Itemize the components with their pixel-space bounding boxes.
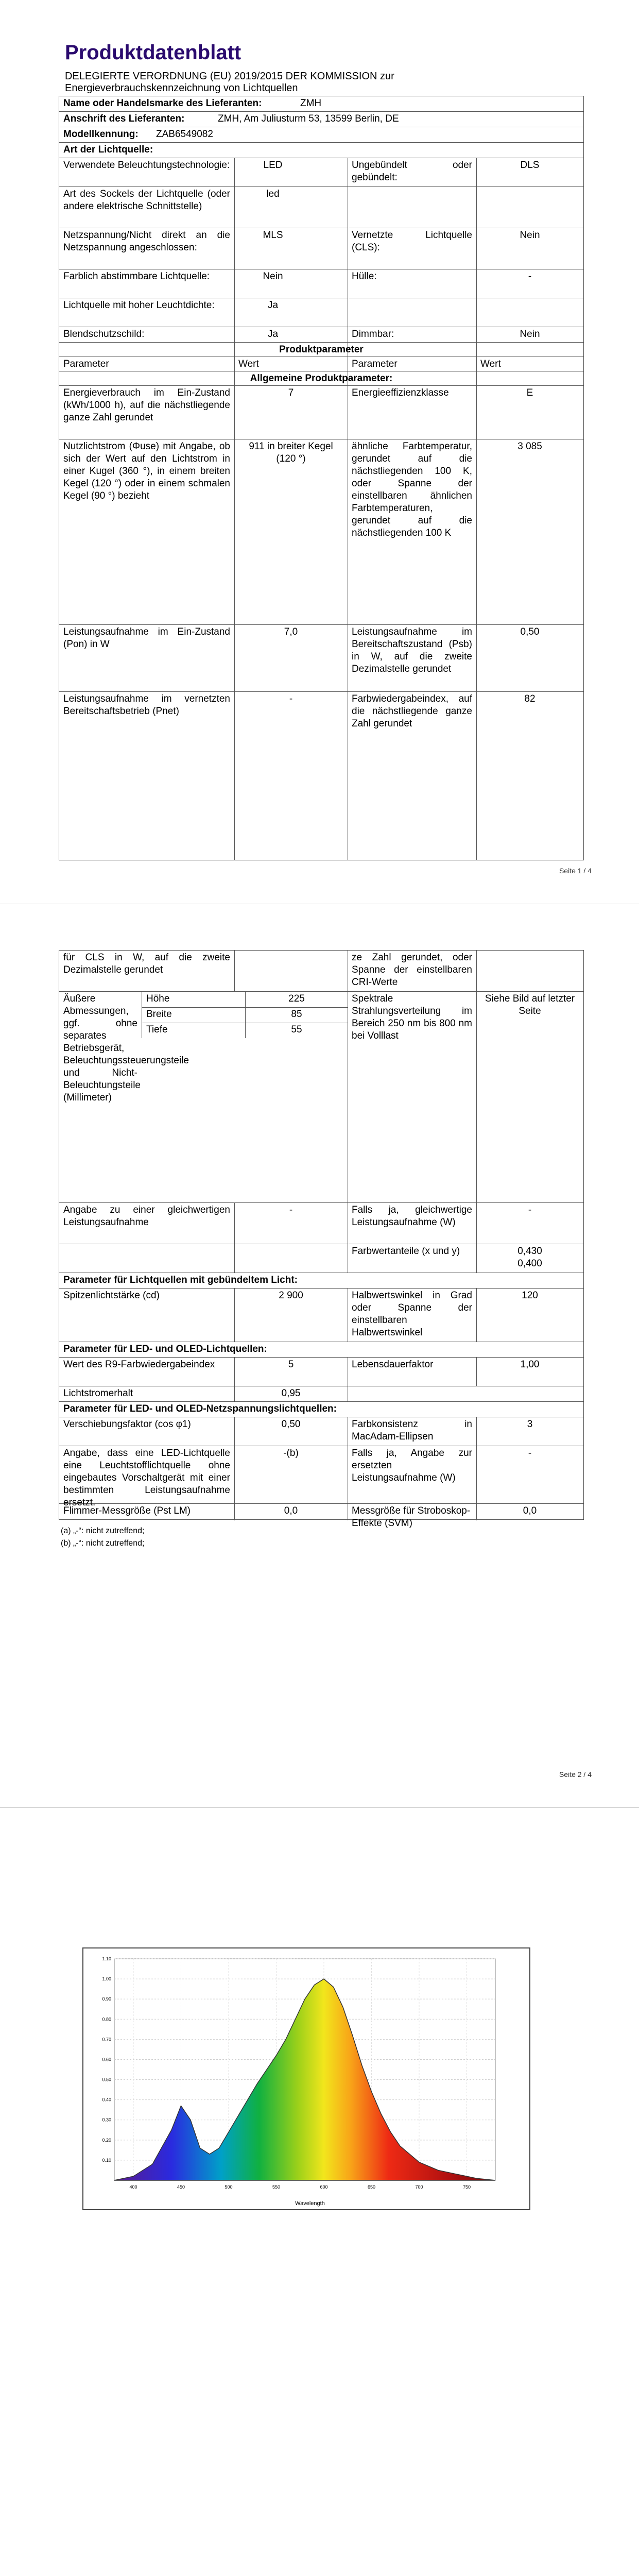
x-tick-label: 700 (415, 2184, 423, 2190)
supplier-name-row (59, 96, 583, 112)
cell-value: MLS (263, 230, 283, 241)
dim-value: 55 (291, 1024, 302, 1035)
cell-value: Ja (267, 329, 279, 340)
cell-label: Angabe zu einer gleichwertigen Leistungsaufnahme (63, 1205, 230, 1228)
x-tick-label: 400 (129, 2184, 137, 2190)
table-row (59, 625, 583, 692)
table-row (59, 1504, 583, 1529)
cell-value: 0,50 (520, 626, 540, 637)
cell-label: Angabe, dass eine LED-Lichtquelle eine Leuchtstofflichtquelle ohne eingebautes Vorschaltgerät mit einer bestimmten Leistungsaufnahme ersetzt. (63, 1448, 230, 1508)
cell-value: - (289, 693, 293, 704)
col-value-2: Wert (480, 359, 501, 369)
cell-label: Farbkonsistenz in MacAdam-Ellipsen (352, 1419, 472, 1442)
led-mains-heading: Parameter für LED- und OLED-Netzspannungslichtquellen: (63, 1403, 337, 1414)
y-tick-label: 1.00 (102, 1976, 111, 1982)
supplier-address-label: Anschrift des Lieferanten: (63, 113, 185, 124)
column-header-row (59, 357, 583, 371)
footnote-a: (a) „-“: nicht zutreffend; (61, 1527, 145, 1535)
spectral-label: Spektrale Strahlungsverteilung im Bereich 250 nm bis 800 nm bei Volllast (352, 993, 472, 1041)
cell-value: 0,95 (281, 1388, 301, 1399)
cell-value: E (526, 387, 533, 398)
cell-value: 5 (288, 1359, 294, 1370)
product-params-heading-row (59, 343, 583, 357)
cell-label: Halbwertswinkel in Grad oder Spanne der einstellbaren Halbwertswinkel (352, 1290, 472, 1338)
cell-label: Leistungsaufnahme im Bereitschaftszustand (Psb) in W, auf die zweite Dezimalstelle gerundet (352, 626, 472, 674)
table-row (59, 158, 583, 187)
cell-value: 120 (522, 1290, 538, 1301)
dim-value: 225 (288, 993, 305, 1004)
cell-label: Lichtstromerhalt (63, 1388, 133, 1399)
cell-label: Messgröße für Stroboskop-Effekte (SVM) (352, 1505, 471, 1529)
table-row (59, 269, 583, 298)
page-2 (0, 904, 639, 1807)
cell-label: ze Zahl gerundet, oder Spanne der einstellbaren CRI-Werte (352, 952, 472, 988)
general-params-heading-row (59, 371, 583, 386)
table-row (59, 1289, 583, 1342)
table-row (59, 298, 583, 327)
product-params-heading: Produktparameter (279, 344, 364, 355)
directional-heading-row (59, 1273, 583, 1289)
datasheet-table-2 (59, 950, 584, 1529)
cell-value: LED (263, 160, 283, 171)
y-tick-label: 0.80 (102, 2016, 111, 2022)
table-row (59, 327, 583, 343)
footnote-b: (b) „-“: nicht zutreffend; (61, 1539, 145, 1548)
x-tick-label: 750 (462, 2184, 471, 2190)
col-param-2: Parameter (352, 359, 398, 369)
cell-label: Falls ja, gleichwertige Leistungsaufnahme (W) (352, 1205, 472, 1228)
cell-label: Farbwertanteile (x und y) (352, 1246, 460, 1257)
cell-label: Energieeffizienzklasse (352, 387, 449, 398)
dim-name: Höhe (146, 993, 170, 1004)
col-param-1: Parameter (63, 359, 109, 369)
cell-label: Wert des R9-Farbwiedergabeindex (63, 1359, 215, 1370)
datasheet-table-1 (59, 96, 584, 860)
cell-label: Verschiebungsfaktor (cos φ1) (63, 1419, 191, 1430)
page-1 (0, 0, 639, 904)
cell-label: Farbwiedergabeindex, auf die nächstliegende ganze Zahl gerundet (352, 693, 472, 729)
cell-value: DLS (520, 160, 540, 171)
cell-value: Nein (520, 230, 540, 241)
led-oled-heading-row (59, 1342, 583, 1358)
led-mains-heading-row (59, 1402, 583, 1417)
col-value-1: Wert (238, 359, 259, 369)
cell-value: 911 in breiter Kegel (120 °) (249, 441, 333, 464)
light-type-heading: Art der Lichtquelle: (63, 144, 153, 155)
table-row (59, 1386, 583, 1402)
y-tick-label: 0.60 (102, 2057, 111, 2062)
cell-value: - (528, 1205, 532, 1215)
cell-label: Hülle: (352, 271, 377, 282)
table-row (59, 951, 583, 992)
page-number: Seite 1 / 4 (559, 867, 592, 875)
model-value: ZAB6549082 (156, 129, 213, 140)
x-tick-label: 450 (177, 2184, 185, 2190)
cell-value: 7 (288, 387, 294, 398)
y-tick-label: 0.30 (102, 2117, 111, 2123)
spectrum-svg (83, 1948, 529, 2209)
cell-value: - (528, 1448, 532, 1459)
table-row (59, 1446, 583, 1508)
table-row (59, 386, 583, 439)
y-tick-label: 0.40 (102, 2097, 111, 2103)
cell-label: Leistungsaufnahme im vernetzten Bereitschaftsbetrieb (Pnet) (63, 693, 230, 717)
cell-value: 0,50 (281, 1419, 301, 1430)
cell-value: 82 (524, 693, 536, 704)
supplier-address-row (59, 112, 583, 127)
cell-label: Verwendete Beleuchtungstechnologie: (63, 160, 230, 171)
supplier-address-value: ZMH, Am Juliusturm 53, 13599 Berlin, DE (218, 113, 399, 124)
cell-label: Dimmbar: (352, 329, 394, 340)
table-row (59, 1417, 583, 1446)
cell-value: 2 900 (279, 1290, 303, 1301)
table-row (59, 228, 583, 269)
table-row (59, 187, 583, 228)
regulation-text: DELEGIERTE VERORDNUNG (EU) 2019/2015 DER KOMMISSION zur Energieverbrauchskennzeichnung von Lichtquellen (65, 71, 394, 94)
cell-label: Lichtquelle mit hoher Leuchtdichte: (63, 300, 215, 311)
x-axis-label: Wavelength (295, 2200, 325, 2207)
y-tick-label: 0.50 (102, 2077, 111, 2082)
x-tick-label: 650 (367, 2184, 376, 2190)
footnotes (61, 1525, 144, 1550)
general-params-heading: Allgemeine Produktparameter: (250, 373, 393, 384)
cell-value: 0,0 (284, 1505, 298, 1516)
dim-value: 85 (291, 1009, 302, 1020)
table-row (59, 692, 583, 860)
x-tick-label: 500 (224, 2184, 233, 2190)
y-tick-label: 0.70 (102, 2037, 111, 2042)
y-tick-label: 0.10 (102, 2157, 111, 2163)
table-row (59, 1358, 583, 1386)
supplier-name-label: Name oder Handelsmarke des Lieferanten: (63, 98, 262, 109)
cell-label: Energieverbrauch im Ein-Zustand (kWh/1000 h), auf die nächstliegende ganze Zahl gerundet (63, 387, 230, 423)
spectral-value: Siehe Bild auf letzter Seite (485, 993, 575, 1016)
cell-label: Blendschutzschild: (63, 329, 145, 340)
cell-value: 0,0 (523, 1505, 537, 1516)
light-type-heading-row (59, 143, 583, 158)
cell-value: Nein (520, 329, 540, 340)
cell-label: Leistungsaufnahme im Ein-Zustand (Pon) in W (63, 626, 230, 650)
dimensions-label: Äußere Abmessungen, ggf. ohne separates Betriebsgerät, Beleuchtungssteuerungsteile und Nicht-Beleuchtungsteile (Millimeter) (63, 993, 189, 1103)
dim-name: Breite (146, 1009, 172, 1020)
dimensions-subtable (142, 992, 348, 1038)
cell-value: led (266, 189, 280, 199)
cell-value: 3 (527, 1419, 533, 1430)
cell-value: 1,00 (520, 1359, 540, 1370)
cell-value: Ja (267, 300, 279, 311)
table-row (59, 1244, 583, 1273)
table-row (59, 1203, 583, 1244)
cell-label: Ungebündelt oder gebündelt: (352, 160, 472, 183)
model-label: Modellkennung: (63, 129, 139, 140)
cell-value: 3 085 (517, 441, 542, 452)
model-row (59, 127, 583, 143)
cell-label: Nutzlichtstrom (Φuse) mit Angabe, ob sich der Wert auf den Lichtstrom in einer Kugel (360 °), in einem breiten Kegel (120 °) oder in einem schmalen Kegel (90 °) bezieht (63, 441, 230, 501)
y-tick-label: 0.90 (102, 1996, 111, 2002)
cell-label: Flimmer-Messgröße (Pst LM) (63, 1505, 191, 1516)
supplier-name-value: ZMH (300, 98, 322, 109)
cell-value: -(b) (283, 1448, 299, 1459)
cell-label: Spitzenlichtstärke (cd) (63, 1290, 160, 1301)
x-tick-label: 550 (272, 2184, 281, 2190)
cell-label: Farblich abstimmbare Lichtquelle: (63, 271, 210, 282)
x-tick-label: 600 (320, 2184, 328, 2190)
table-row (59, 439, 583, 625)
y-tick-label: 0.20 (102, 2137, 111, 2143)
cell-value: - (289, 1205, 293, 1215)
dim-name: Tiefe (146, 1024, 168, 1035)
cell-label: für CLS in W, auf die zweite Dezimalstelle gerundet (63, 952, 230, 975)
cell-label: Vernetzte Lichtquelle (CLS): (352, 230, 472, 253)
cell-label: Lebensdauerfaktor (352, 1359, 434, 1370)
cell-value: Nein (263, 271, 283, 282)
spectrum-chart (82, 1947, 530, 2210)
cell-label: ähnliche Farbtemperatur, gerundet auf die nächstliegenden 100 K, oder Spanne der einstellbaren ähnlichen Farbtemperaturen, gerundet auf die nächstliegenden 100 K (352, 441, 472, 538)
y-tick-label: 1.10 (102, 1956, 111, 1961)
cell-value: 0,430 0,400 (517, 1246, 542, 1269)
cell-value: - (528, 271, 532, 282)
directional-heading: Parameter für Lichtquellen mit gebündeltem Licht: (63, 1275, 298, 1285)
page-number: Seite 2 / 4 (559, 1770, 592, 1778)
cell-label: Netzspannung/Nicht direkt an die Netzspannung angeschlossen: (63, 230, 230, 253)
dimensions-row (59, 992, 583, 1203)
cell-value: 7,0 (284, 626, 298, 637)
cell-label: Falls ja, Angabe zur ersetzten Leistungsaufnahme (W) (352, 1448, 472, 1483)
page-title: Produktdatenblatt (65, 41, 241, 64)
cell-label: Art des Sockels der Lichtquelle (oder andere elektrische Schnittstelle) (63, 189, 230, 212)
led-oled-heading: Parameter für LED- und OLED-Lichtquellen: (63, 1344, 267, 1354)
